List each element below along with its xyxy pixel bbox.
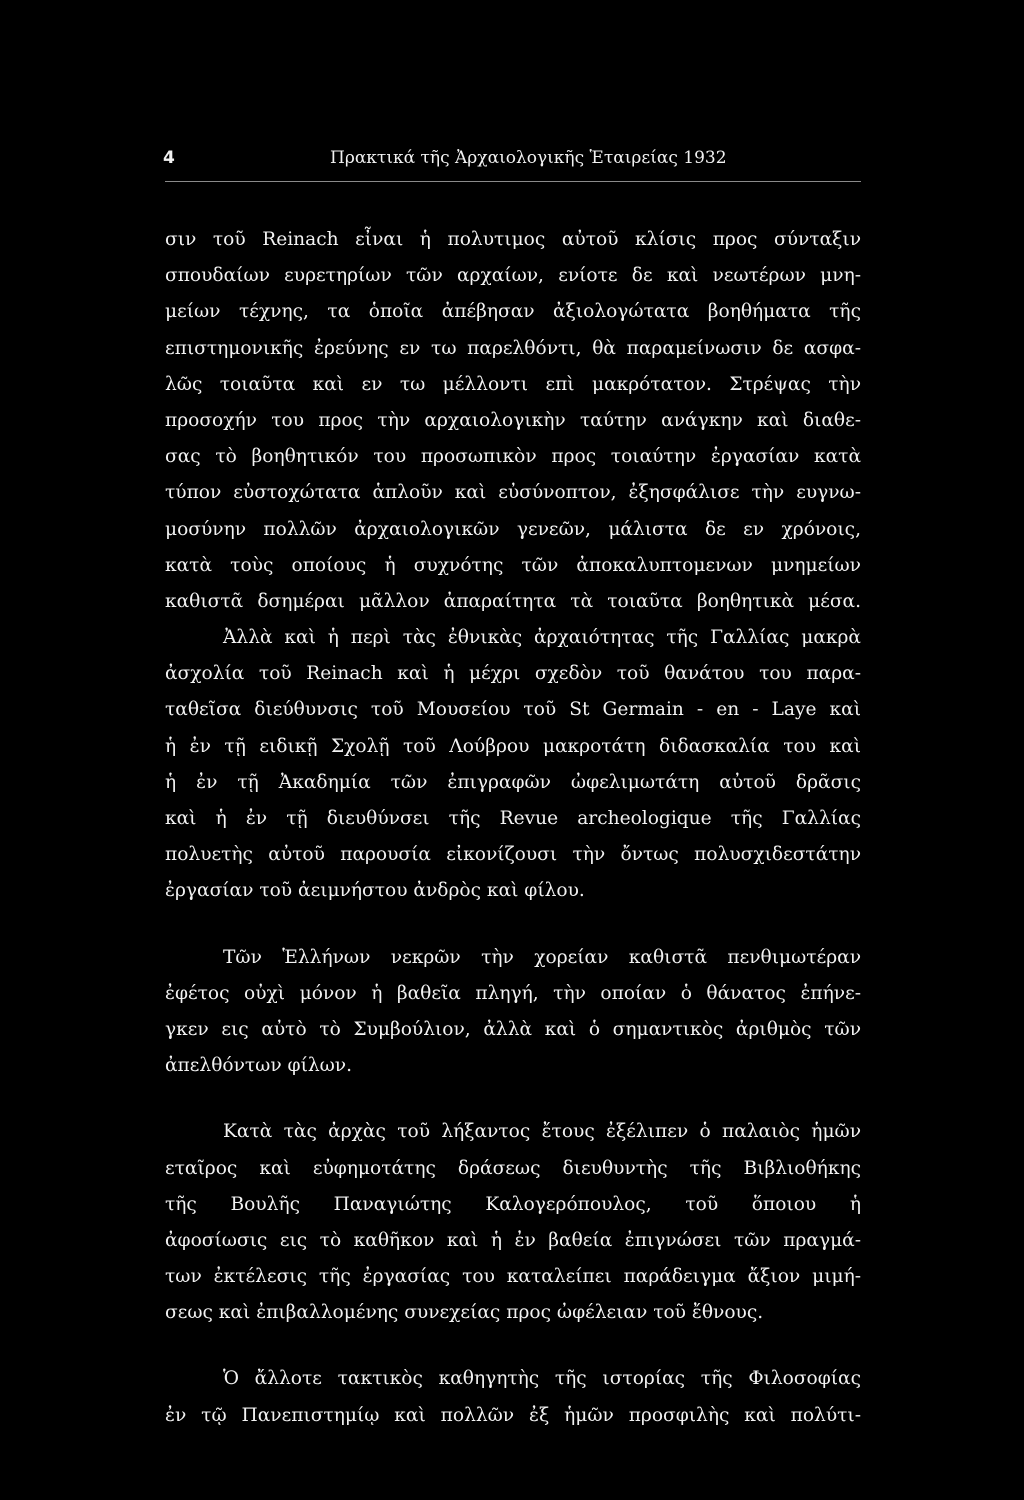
running-head: Πρακτικά τῆς Ἀρχαιολογικῆς Ἑταιρείας 1932 bbox=[330, 148, 727, 168]
page-number: 4 bbox=[163, 148, 175, 168]
paragraph-4 bbox=[165, 1114, 861, 1331]
text-line: σεως καὶ ἐπιβαλλομένης συνεχείας προς ὠφέλειαν τοῦ ἔθνους. bbox=[165, 1302, 764, 1324]
text-line: λῶς τοιαῦτα καὶ εν τω μέλλοντι επὶ μακρότατον. Στρέψας τὴν bbox=[165, 373, 861, 395]
text-line: σας τὸ βοηθητικόν του προσωπικὸν προς τοιαύτην ἐργασίαν κατὰ bbox=[165, 446, 861, 468]
text-line: επιστημονικῆς ἐρεύνης εν τω παρελθόντι, θὰ παραμείνωσιν δε ασφα- bbox=[165, 337, 861, 359]
text-line: ἐργασίαν τοῦ ἀειμνήστου ἀνδρὸς καὶ φίλου. bbox=[165, 880, 585, 902]
paragraph-gap bbox=[165, 910, 861, 940]
page-header bbox=[163, 143, 863, 173]
text-line: καθιστᾶ δσημέραι μᾶλλον ἀπαραίτητα τὰ τοιαῦτα βοηθητικὰ μέσα. bbox=[165, 590, 861, 612]
text-line: ταθεῖσα διεύθυνσις τοῦ Μουσείου τοῦ St Germain - en - Laye καὶ bbox=[165, 699, 861, 721]
text-line: ἡ ἐν τῇ ειδικῇ Σχολῇ τοῦ Λούβρου μακροτάτη διδασκαλία του καὶ bbox=[165, 735, 861, 757]
text-line: πολυετὴς αὐτοῦ παρουσία εἰκονίζουσι τὴν ὄντως πολυσχιδεστάτην bbox=[165, 844, 861, 866]
text-line: τύπον εὐστοχώτατα ἁπλοῦν καὶ εὐσύνοπτον, ἐξησφάλισε τὴν ευγνω- bbox=[165, 482, 861, 504]
text-line: ἡ ἐν τῇ Ἀκαδημία τῶν ἐπιγραφῶν ὠφελιμωτάτη αὐτοῦ δρᾶσις bbox=[165, 771, 861, 793]
text-line: εταῖρος καὶ εὐφημοτάτης δράσεως διευθυντὴς τῆς Βιβλιοθήκης bbox=[165, 1157, 861, 1179]
paragraph-gap bbox=[165, 1084, 861, 1114]
header-rule bbox=[165, 181, 861, 182]
text-line: μείων τέχνης, τα ὁποῖα ἀπέβησαν ἀξιολογώτατα βοηθήματα τῆς bbox=[165, 301, 861, 323]
text-line: γκεν εις αὐτὸ τὸ Συμβούλιον, ἀλλὰ καὶ ὁ σημαντικὸς ἀριθμὸς τῶν bbox=[165, 1018, 861, 1040]
text-line: ἀσχολία τοῦ Reinach καὶ ἡ μέχρι σχεδὸν τοῦ θανάτου του παρα- bbox=[165, 663, 861, 685]
text-line: ἐφέτος οὐχὶ μόνον ἡ βαθεῖα πληγή, τὴν οποίαν ὁ θάνατος ἐπήνε- bbox=[165, 982, 861, 1004]
text-line: των ἐκτέλεσις τῆς ἐργασίας του καταλείπει παράδειγμα ἄξιον μιμή- bbox=[165, 1266, 861, 1288]
text-line: ἐν τῷ Πανεπιστημίῳ καὶ πολλῶν ἐξ ἡμῶν προσφιλὴς καὶ πολύτι- bbox=[165, 1404, 861, 1426]
text-line: σιν τοῦ Reinach εἶναι ἡ πολυτιμος αὐτοῦ κλίσις προς σύνταξιν bbox=[165, 229, 861, 250]
text-line: μοσύνην πολλῶν ἀρχαιολογικῶν γενεῶν, μάλιστα δε εν χρόνοις, bbox=[165, 518, 861, 540]
paragraph-2 bbox=[165, 620, 861, 910]
paragraph-gap bbox=[165, 1331, 861, 1361]
text-line: ἀπελθόντων φίλων. bbox=[165, 1055, 353, 1077]
text-line: τῆς Βουλῆς Παναγιώτης Καλογερόπουλος, τοῦ ὅποιου ἡ bbox=[165, 1193, 861, 1215]
text-line: κατὰ τοὺς οποίους ἡ συχνότης τῶν ἀποκαλυπτομενων μνημείων bbox=[165, 554, 861, 576]
paragraph-5 bbox=[165, 1361, 861, 1433]
text-line: προσοχήν του προς τὴν αρχαιολογικὴν ταύτην ανάγκην καὶ διαθε- bbox=[165, 409, 861, 431]
text-line: Τῶν Ἑλλήνων νεκρῶν τὴν χορείαν καθιστᾶ πενθιμωτέραν bbox=[223, 946, 861, 968]
text-line: ἀφοσίωσις εις τὸ καθῆκον καὶ ἡ ἐν βαθεία ἐπιγνώσει τῶν πραγμά- bbox=[165, 1229, 861, 1251]
text-line: σπουδαίων ευρετηρίων τῶν αρχαίων, ενίοτε δε καὶ νεωτέρων μνη- bbox=[165, 265, 861, 287]
text-line: Κατὰ τὰς ἀρχὰς τοῦ λήξαντος ἔτους ἐξέλιπεν ὁ παλαιὸς ἡμῶν bbox=[223, 1121, 861, 1143]
text-line: Ὁ ἄλλοτε τακτικὸς καθηγητὴς τῆς ιστορίας τῆς Φιλοσοφίας bbox=[223, 1368, 861, 1390]
paragraph-3 bbox=[165, 940, 861, 1085]
text-line: καὶ ἡ ἐν τῇ διευθύνσει τῆς Revue archeologique τῆς Γαλλίας bbox=[165, 808, 861, 829]
paragraph-1 bbox=[165, 222, 861, 620]
body-text bbox=[165, 222, 861, 1434]
text-line: Ἀλλὰ καὶ ἡ περὶ τὰς ἐθνικὰς ἀρχαιότητας τῆς Γαλλίας μακρὰ bbox=[223, 627, 861, 649]
